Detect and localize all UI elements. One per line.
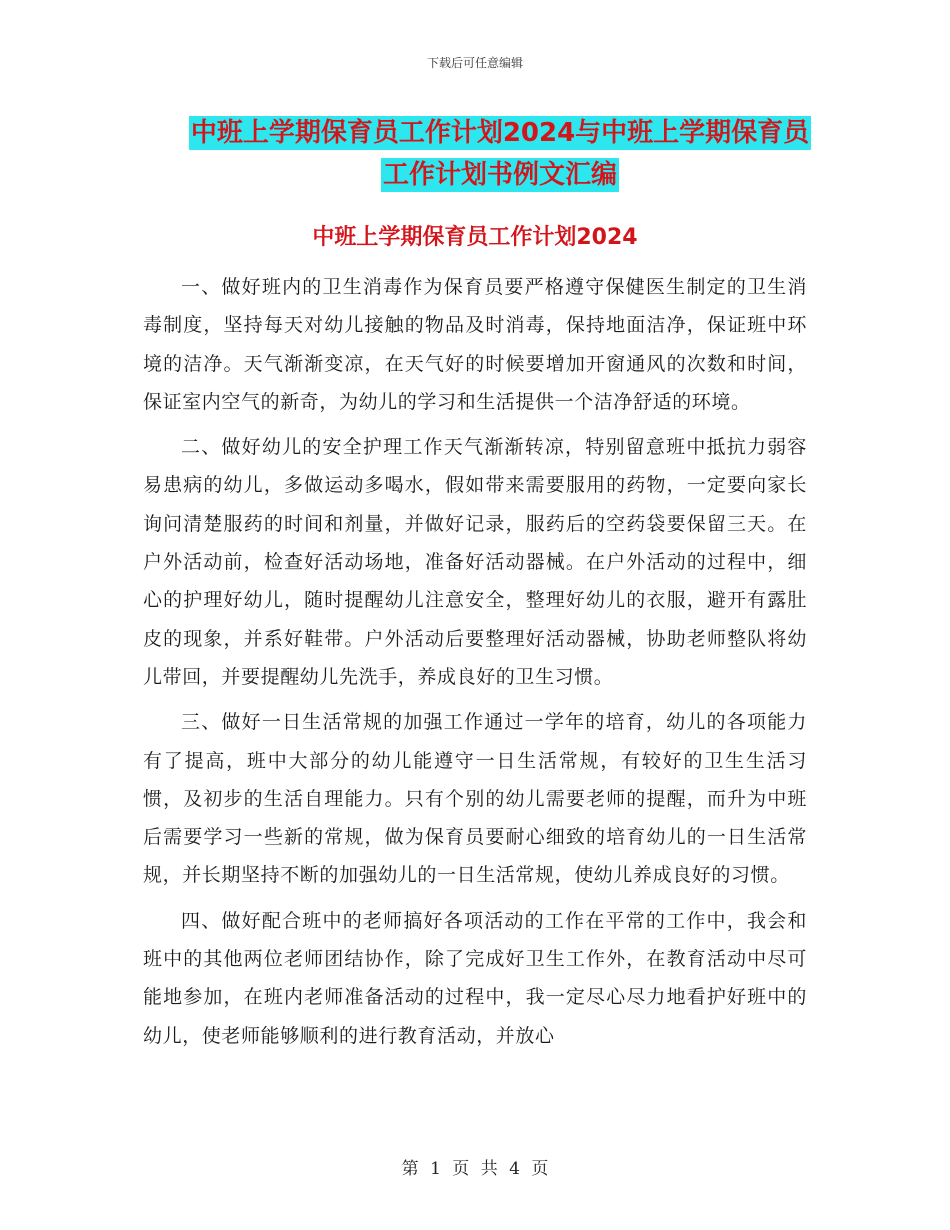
paragraph-1: 一、做好班内的卫生消毒作为保育员要严格遵守保健医生制定的卫生消毒制度，坚持每天对幼儿接触的物品及时消毒，保持地面洁净，保证班中环境的洁净。天气渐渐变凉，在天气好的时候要增加开窗通风的次数和时间，保证室内空气的新奇，为幼儿的学习和生活提供一个洁净舒适的环境。 (143, 276, 807, 413)
paragraph-2: 二、做好幼儿的安全护理工作天气渐渐转凉，特别留意班中抵抗力弱容易患病的幼儿，多做运动多喝水，假如带来需要服用的药物，一定要向家长询问清楚服药的时间和剂量，并做好记录，服药后的空药袋要保留三天。在户外活动前，检查好活动场地，准备好活动器械。在户外活动的过程中，细心的护理好幼儿，随时提醒幼儿注意安全，整理好幼儿的衣服，避开有露肚皮的现象，并系好鞋带。户外活动后要整理好活动器械，协助老师整队将幼儿带回，并要提醒幼儿先洗手，养成良好的卫生习惯。 (143, 436, 807, 688)
page-footer: 第 1 页 共 4 页 (401, 1159, 549, 1179)
document-title-line-1: 中班上学期保育员工作计划2024与中班上学期保育员 (190, 118, 810, 148)
paragraph-3: 三、做好一日生活常规的加强工作通过一学年的培育，幼儿的各项能力有了提高，班中大部分的幼儿能遵守一日生活常规，有较好的卫生生活习惯，及初步的生活自理能力。只有个别的幼儿需要老师的提醒，而升为中班后需要学习一些新的常规，做为保育员要耐心细致的培育幼儿的一日生活常规，并长期坚持不断的加强幼儿的一日生活常规，使幼儿养成良好的习惯。 (143, 711, 807, 887)
section-title: 中班上学期保育员工作计划2024 (312, 225, 638, 250)
body-text (143, 268, 807, 1062)
paragraph-4: 四、做好配合班中的老师搞好各项活动的工作在平常的工作中，我会和班中的其他两位老师团结协作，除了完成好卫生工作外，在教育活动中尽可能地参加，在班内老师准备活动的过程中，我一定尽心尽力地看护好班中的幼儿，使老师能够顺利的进行教育活动，并放心 (143, 909, 807, 1047)
document-title-line-2: 工作计划书例文汇编 (382, 160, 617, 190)
header-note: 下载后可任意编辑 (426, 56, 523, 70)
document-title (140, 112, 860, 196)
